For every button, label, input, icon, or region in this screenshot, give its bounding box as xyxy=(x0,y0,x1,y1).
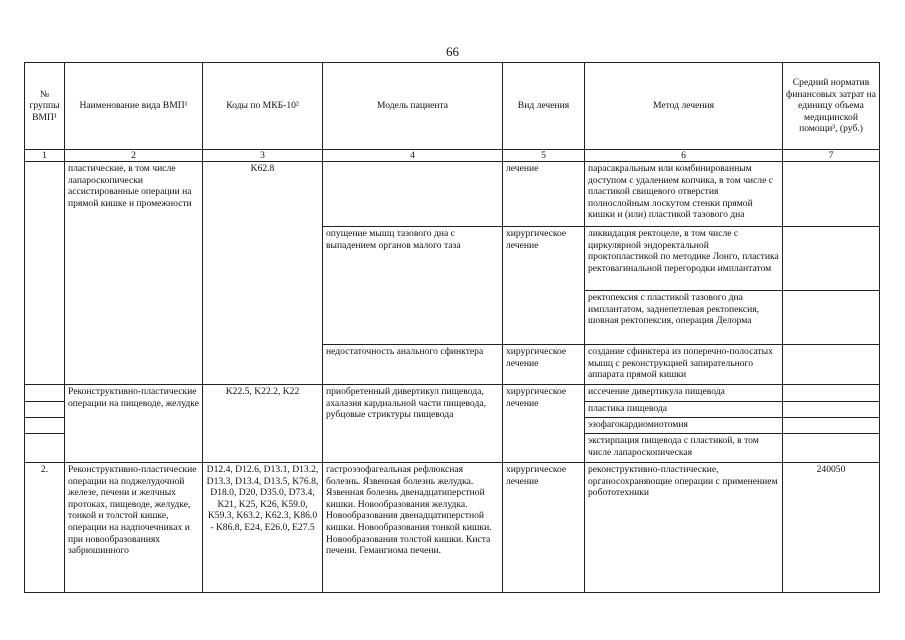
cost-cell xyxy=(783,434,880,463)
group-cell xyxy=(25,402,65,418)
treatment-method-cell: создание сфинктера из поперечно-полосатых мышц с реконструкцией запирательного аппарата прямой кишки xyxy=(585,345,783,385)
cost-cell xyxy=(783,385,880,402)
table-row xyxy=(25,463,880,593)
cost-cell xyxy=(783,162,880,227)
header-group: № группы ВМП¹ xyxy=(25,63,65,150)
group-cell xyxy=(25,162,65,385)
header-model: Модель пациента xyxy=(323,63,503,150)
patient-model-cell: опущение мышц тазового дна с выпадением органов малого таза xyxy=(323,227,503,345)
header-treatment: Вид лечения xyxy=(503,63,585,150)
group-number-cell: 2. xyxy=(25,463,65,593)
treatment-type-cell: лечение xyxy=(503,162,585,227)
patient-model-cell: приобретенный дивертикул пищевода, ахалазия кардиальной части пищевода, рубцовые стриктуры пищевода xyxy=(323,385,503,463)
treatment-type-cell: хирургическое лечение xyxy=(503,345,585,385)
table-row xyxy=(25,162,880,227)
header-method: Метод лечения xyxy=(585,63,783,150)
page-number: 66 xyxy=(446,44,459,59)
header-row xyxy=(25,63,880,150)
vmp-name-cell: пластические, в том числе лапароскопически ассистированные операции на прямой кишке и промежности xyxy=(65,162,203,385)
treatment-method-cell: ликвидация ректоцеле, в том числе с циркулярной эндоректальной проктопластикой по методике Лонго, пластика ректовагинальной перегородки имплантатом xyxy=(585,227,783,291)
col-number: 5 xyxy=(503,150,585,162)
col-number: 3 xyxy=(203,150,323,162)
patient-model-cell: гастроэзофагеальная рефлюксная болезнь. Язвенная болезнь желудка. Язвенная болезнь двенадцатиперстной кишки. Новообразования желудка. Новообразования двенадцатиперстной кишки. Новообразования тонкой кишки. Новообразования толстой кишки. Киста печени. Гемангиома печени. xyxy=(323,463,503,593)
vmp-name-cell: Реконструктивно-пластические операции на пищеводе, желудке xyxy=(65,385,203,463)
treatment-method-cell: эзофагокардиомиотомия xyxy=(585,418,783,434)
group-cell xyxy=(25,418,65,434)
icd-codes-cell: D12.4, D12.6, D13.1, D13.2, D13.3, D13.4, D13.5, K76.8, D18.0, D20, D35.0, D73.4, K21, K25, K26, K59.0, K59.3, K63.2, K62.3, K86.0 - K86.8, E24, E26.0, E27.5 xyxy=(203,463,323,593)
header-codes: Коды по МКБ-10² xyxy=(203,63,323,150)
icd-codes-cell: K62.8 xyxy=(203,162,323,385)
col-number: 4 xyxy=(323,150,503,162)
patient-model-cell xyxy=(323,162,503,227)
cost-cell xyxy=(783,402,880,418)
treatment-method-cell: экстирпация пищевода с пластикой, в том числе лапароскопическая xyxy=(585,434,783,463)
col-number: 1 xyxy=(25,150,65,162)
header-cost: Средний норматив финансовых затрат на единицу объема медицинской помощи³, (руб.) xyxy=(783,63,880,150)
cost-cell xyxy=(783,291,880,345)
cost-cell: 240050 xyxy=(783,463,880,593)
vmp-name-cell: Реконструктивно-пластические операции на поджелудочной железе, печени и желчных протоках, пищеводе, желудке, тонкой и толстой кишке, операции на надпочечниках и при новообразованиях забрюшинного xyxy=(65,463,203,593)
col-number: 7 xyxy=(783,150,880,162)
treatment-type-cell: хирургическое лечение xyxy=(503,227,585,345)
table-row xyxy=(25,385,880,402)
cost-cell xyxy=(783,227,880,291)
col-number: 2 xyxy=(65,150,203,162)
vmp-table xyxy=(24,62,880,593)
treatment-type-cell: хирургическое лечение xyxy=(503,463,585,593)
group-cell xyxy=(25,385,65,402)
treatment-method-cell: реконструктивно-пластические, органосохраняющие операции с применением робототехники xyxy=(585,463,783,593)
treatment-type-cell: хирургическое лечение xyxy=(503,385,585,463)
treatment-method-cell: парасакральным или комбинированным доступом с удалением копчика, в том числе с пластикой свищевого отверстия полнослойным лоскутом стенки прямой кишки и (или) пластикой тазового дна xyxy=(585,162,783,227)
group-cell xyxy=(25,434,65,463)
header-name: Наименование вида ВМП¹ xyxy=(65,63,203,150)
treatment-method-cell: ректопексия с пластикой тазового дна имплантатом, заднепетлевая ректопексия, шовная ректопексия, операция Делорма xyxy=(585,291,783,345)
treatment-method-cell: иссечение дивертикула пищевода xyxy=(585,385,783,402)
cost-cell xyxy=(783,345,880,385)
column-number-row xyxy=(25,150,880,162)
icd-codes-cell: K22.5, K22.2, K22 xyxy=(203,385,323,463)
treatment-method-cell: пластика пищевода xyxy=(585,402,783,418)
col-number: 6 xyxy=(585,150,783,162)
cost-cell xyxy=(783,418,880,434)
patient-model-cell: недостаточность анального сфинктера xyxy=(323,345,503,385)
